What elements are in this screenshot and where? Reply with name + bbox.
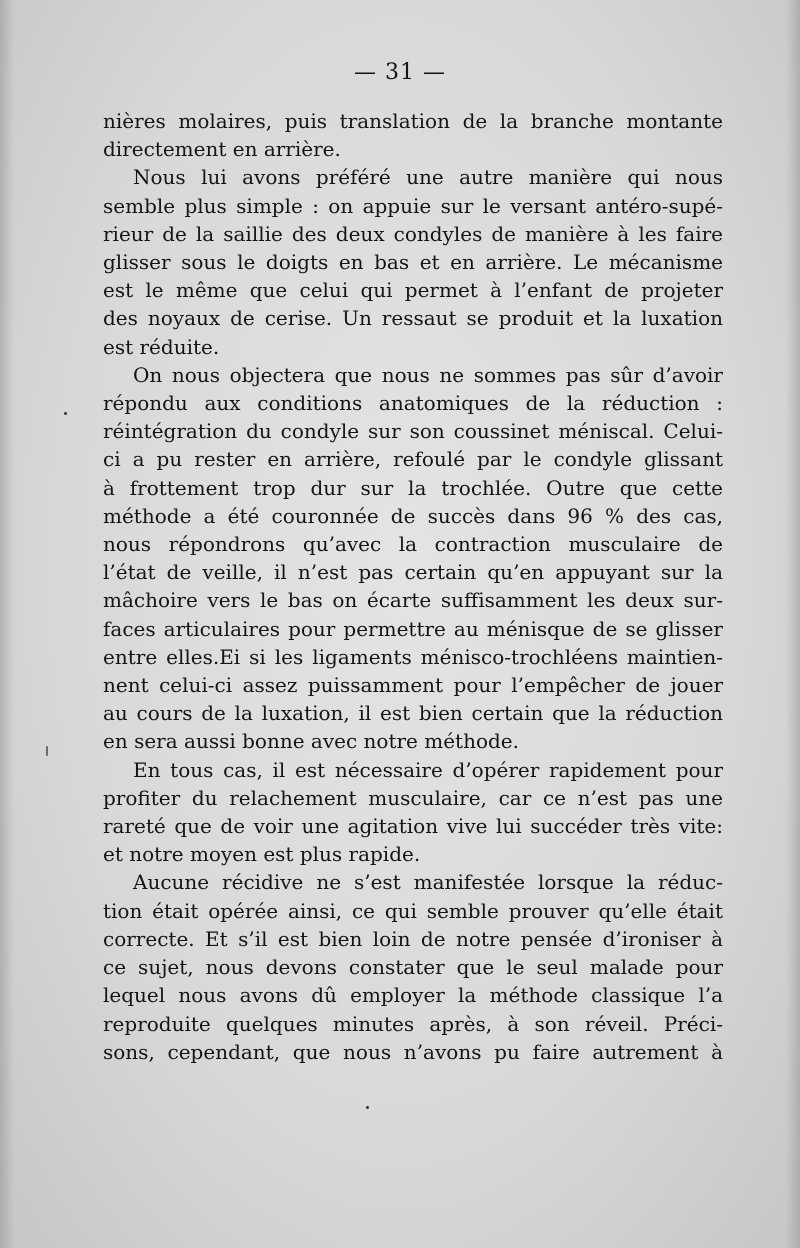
text-line: est réduite. <box>103 334 220 359</box>
text-line: l’état de veille, il n’est pas certain qu’en appuyant sur la <box>103 560 723 585</box>
text-line: En tous cas, il est nécessaire d’opérer rapidement pour <box>133 757 723 782</box>
text-line: profiter du relachement musculaire, car ce n’est pas une <box>103 785 723 810</box>
text-line: mâchoire vers le bas on écarte suffisamment les deux sur- <box>103 588 723 613</box>
text-line: nent celui-ci assez puissamment pour l’empêcher de jouer <box>103 673 723 698</box>
text-line: sons, cependant, que nous n’avons pu faire autrement à <box>103 1039 723 1064</box>
text-line: directement en arrière. <box>103 137 341 162</box>
text-line: rieur de la saillie des deux condyles de manière à les faire <box>103 221 723 246</box>
text-line: tion était opérée ainsi, ce qui semble prouver qu’elle était <box>103 898 723 923</box>
text-line: faces articulaires pour permettre au ménisque de se glisser <box>103 616 723 641</box>
text-line: au cours de la luxation, il est bien certain que la réduction <box>103 701 723 726</box>
text-line: méthode a été couronnée de succès dans 96 % des cas, <box>103 503 723 528</box>
text-line: à frottement trop dur sur la trochlée. Outre que cette <box>103 475 723 500</box>
text-line: lequel nous avons dû employer la méthode classique l’a <box>103 983 723 1008</box>
page-edge-shadow-left <box>0 0 14 1248</box>
text-line: semble plus simple : on appuie sur le versant antéro-supé- <box>103 193 723 218</box>
text-line: Nous lui avons préféré une autre manière qui nous <box>133 165 723 190</box>
text-line: des noyaux de cerise. Un ressaut se produit et la luxation <box>103 306 723 331</box>
text-line: Aucune récidive ne s’est manifestée lorsque la réduc- <box>133 870 723 895</box>
text-line: est le même que celui qui permet à l’enfant de projeter <box>103 278 723 303</box>
text-line: reproduite quelques minutes après, à son réveil. Préci- <box>103 1011 723 1036</box>
scan-speck <box>366 1106 369 1109</box>
body-text <box>103 107 723 1066</box>
text-line: et notre moyen est plus rapide. <box>103 842 421 867</box>
text-line: ci a pu rester en arrière, refoulé par le condyle glissant <box>103 447 723 472</box>
text-line: correcte. Et s’il est bien loin de notre pensée d’ironiser à <box>103 926 723 951</box>
text-line: glisser sous le doigts en bas et en arrière. Le mécanisme <box>103 250 723 275</box>
scan-speck <box>46 746 48 756</box>
text-line: répondu aux conditions anatomiques de la réduction : <box>103 391 723 416</box>
text-line: rareté que de voir une agitation vive lui succéder très vite: <box>103 814 723 839</box>
text-line: en sera aussi bonne avec notre méthode. <box>103 729 519 754</box>
page-number: — 31 — <box>354 60 446 85</box>
text-line: nous répondrons qu’avec la contraction musculaire de <box>103 532 723 557</box>
text-line: nières molaires, puis translation de la branche montante <box>103 109 723 133</box>
text-line: On nous objectera que nous ne sommes pas sûr d’avoir <box>133 362 723 387</box>
text-line: entre elles.Ei si les ligaments ménisco-trochléens maintien- <box>103 644 723 669</box>
page-edge-shadow-right <box>786 0 800 1248</box>
text-line: réintégration du condyle sur son coussinet méniscal. Celui- <box>103 419 723 444</box>
scan-speck <box>64 412 67 415</box>
text-line: ce sujet, nous devons constater que le seul malade pour <box>103 955 723 980</box>
